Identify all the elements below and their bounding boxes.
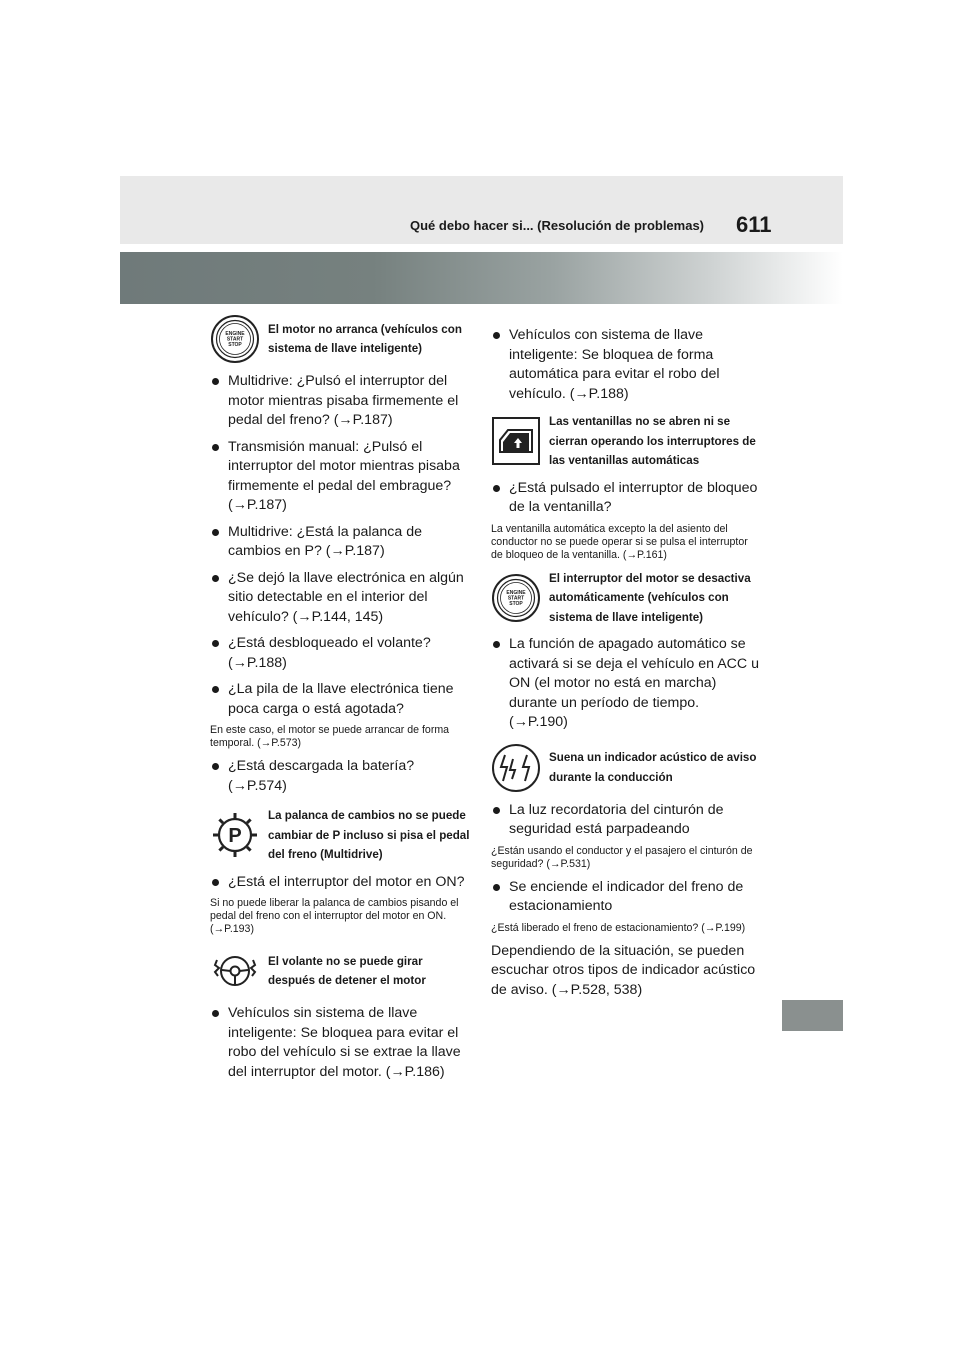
chapter-tab [782, 1000, 843, 1031]
svg-text:P: P [228, 825, 242, 848]
section-heading-text: Las ventanillas no se abren ni se cierran operando los interruptores de las ventanillas automáticas [549, 415, 756, 467]
power-window-icon [491, 416, 541, 466]
list-item: ¿Se dejó la llave electrónica en algún sitio detectable en el interior del vehículo? (→P.144, 145) [210, 569, 472, 628]
section-heading-text: El motor no arranca (vehículos con sistema de llave inteligente) [268, 322, 462, 355]
list-item: Multidrive: ¿Pulsó el interruptor del motor mientras pisaba firmemente el pedal del freno? (→P.187) [210, 372, 472, 431]
section-heading-text: Suena un indicador acústico de aviso durante la conducción [549, 751, 757, 784]
list-item-note: ¿Están usando el conductor y el pasajero el cinturón de seguridad? (→P.531) [491, 844, 753, 870]
header-band [120, 176, 843, 244]
section-heading [491, 569, 761, 628]
list-item: Se enciende el indicador del freno de estacionamiento [491, 878, 761, 917]
svg-text:ENGINESTARTSTOP: ENGINE START STOP [506, 589, 526, 607]
list-item: ¿Está desbloqueado el volante? (→P.188) [210, 634, 472, 673]
section-heading-text: La palanca de cambios no se puede cambiar de P incluso si pisa el pedal del freno (Multidrive) [268, 809, 470, 861]
page-number: 611 [736, 212, 772, 237]
list-item-note: En este caso, el motor se puede arrancar de forma temporal. (→P.573) [210, 724, 450, 749]
engine-start-stop-icon [491, 573, 541, 623]
list-item: La luz recordatoria del cinturón de seguridad está parpadeando [491, 801, 761, 840]
svg-text:ENGINESTARTSTOP: ENGINE START STOP [225, 331, 245, 348]
engine-start-stop-icon [210, 314, 260, 364]
list-item: Vehículos con sistema de llave inteligente: Se bloquea de forma automática para evitar el robo del vehículo. (→P.188) [491, 326, 761, 404]
list-item: La función de apagado automático se activará si se deja el vehículo en ACC u ON (el motor no está en marcha) durante un período de tiempo. (→P.190) [491, 635, 761, 733]
list-item: ¿Está pulsado el interruptor de bloqueo de la ventanilla? [491, 479, 761, 518]
section-heading [210, 806, 472, 865]
section-heading-text: El volante no se puede girar después de detener el motor [268, 954, 426, 987]
right-column [491, 326, 761, 1006]
section-heading [210, 314, 472, 364]
section-heading [491, 412, 761, 471]
section-heading [491, 743, 761, 793]
list-item: Multidrive: ¿Está la palanca de cambios en P? (→P.187) [210, 523, 472, 562]
list-item: ¿La pila de la llave electrónica tiene poca carga o está agotada? [210, 680, 472, 719]
left-column [210, 312, 472, 1089]
list-item-note: ¿Está liberado el freno de estacionamiento? (→P.199) [491, 921, 746, 934]
list-item: Vehículos sin sistema de llave inteligente: Se bloquea para evitar el robo del vehículo si se extrae la llave del interruptor del motor. (→P.186) [210, 1004, 472, 1082]
section-heading [210, 946, 472, 996]
page-header-title: Qué debo hacer si... (Resolución de problemas) [410, 218, 705, 233]
list-item: Transmisión manual: ¿Pulsó el interruptor del motor mientras pisaba firmemente el pedal del embrague? (→P.187) [210, 438, 472, 516]
list-item: ¿Está descargada la batería? (→P.574) [210, 757, 472, 796]
list-item-note: Si no puede liberar la palanca de cambios pisando el pedal del freno con el interruptor del motor en ON. (→P.193) [210, 897, 459, 935]
warning-buzzer-icon [491, 743, 541, 793]
closing-paragraph: Dependiendo de la situación, se pueden escuchar otros tipos de indicador acústico de aviso. (→P.528, 538) [491, 942, 756, 998]
section-heading-text: El interruptor del motor se desactiva automáticamente (vehículos con sistema de llave inteligente) [549, 571, 751, 624]
steering-lock-icon [210, 946, 260, 996]
section-gradient-band [120, 252, 843, 304]
list-item-note: La ventanilla automática excepto la del asiento del conductor no se puede operar si se pulsa el interruptor de bloqueo de la ventanilla. (→P.161) [491, 522, 748, 561]
list-item: ¿Está el interruptor del motor en ON? [210, 873, 472, 893]
shift-lock-p-icon [210, 810, 260, 860]
